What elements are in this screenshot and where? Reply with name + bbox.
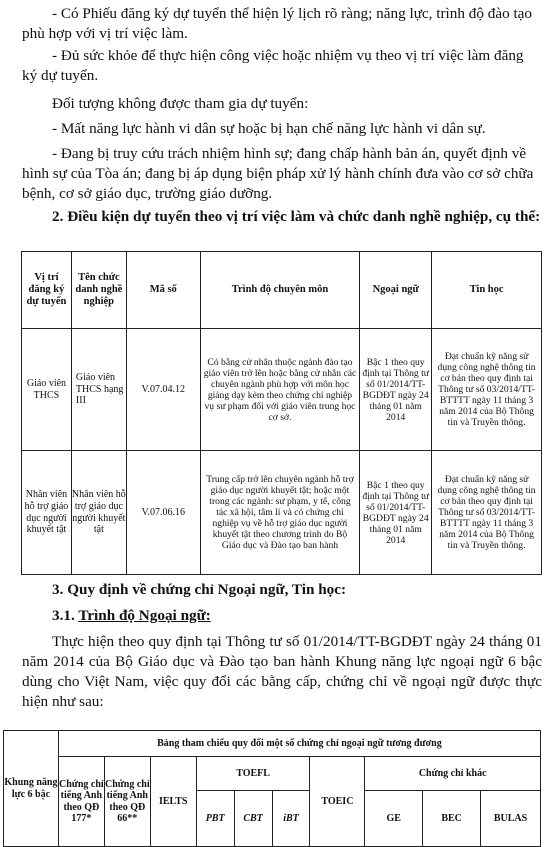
- toeic-header: TOEIC: [310, 757, 365, 847]
- header-code: Mã số: [126, 252, 200, 329]
- ge-header: GE: [365, 791, 423, 847]
- bulas-header: BULAS: [481, 791, 541, 847]
- pbt-header: PBT: [196, 791, 234, 847]
- header-title: Tên chức danh nghề nghiệp: [71, 252, 126, 329]
- framework-header: Khung năng lực 6 bậc: [4, 731, 59, 847]
- reference-table-header: Bảng tham chiếu quy đổi một số chứng chỉ ngoại ngữ tương đương: [58, 731, 540, 757]
- row-position: Giáo viên THCS: [22, 329, 72, 451]
- conditions-table: [21, 251, 542, 575]
- header-it: Tin học: [432, 252, 542, 329]
- row-position: Nhân viên hỗ trợ giáo dục người khuyết tật: [22, 451, 72, 575]
- cert-66-header: Chứng chỉ tiếng Anh theo QĐ 66**: [104, 757, 150, 847]
- header-language: Ngoại ngữ: [360, 252, 432, 329]
- row-language: Bậc 1 theo quy định tại Thông tư số 01/2014/TT-BGDĐT ngày 24 tháng 01 năm 2014: [360, 451, 432, 575]
- other-certs-header: Chứng chỉ khác: [365, 757, 541, 791]
- ibt-header: iBT: [272, 791, 310, 847]
- ineligible-item-2: - Đang bị truy cứu trách nhiệm hình sự; đang chấp hành bản án, quyết định về hình sự của Tòa án; đang bị áp dụng biện pháp xử lý hành chính đưa vào cơ sở chữa bệnh, cơ sở giáo dục, trường giáo dưỡng.: [22, 145, 534, 202]
- header-qualification: Trình độ chuyên môn: [200, 252, 360, 329]
- row-qualification: Có bằng cử nhân thuộc ngành đào tạo giáo viên trở lên hoặc bằng cử nhân các chuyên ngành phù hợp với môn học giảng dạy kèm theo chứng chỉ nghiệp vụ sư phạm đối với giáo viên trung học cơ sở.: [200, 329, 360, 451]
- table-row: [22, 451, 542, 575]
- language-equivalence-table: [3, 730, 541, 847]
- section-3-1-heading: [22, 606, 542, 626]
- ielts-header: IELTS: [150, 757, 196, 847]
- row-code: V.07.06.16: [126, 451, 200, 575]
- toefl-header: TOEFL: [196, 757, 310, 791]
- section-3-1-title: Trình độ Ngoại ngữ:: [78, 607, 211, 624]
- intro-paragraph-1: - Có Phiếu đăng ký dự tuyển thể hiện lý lịch rõ ràng; năng lực, trình độ đào tạo phù hợp với vị trí việc làm.: [22, 5, 533, 42]
- cbt-header: CBT: [234, 791, 272, 847]
- row-it: Đạt chuẩn kỹ năng sử dụng công nghệ thông tin cơ bản theo quy định tại Thông tư số 03/2014/TT-BTTTT ngày 11 tháng 3 năm 2014 của Bộ Thông tin và Truyền thông.: [432, 329, 542, 451]
- cert-177-header: Chứng chỉ tiếng Anh theo QĐ 177*: [58, 757, 104, 847]
- conditions-table-header: [22, 252, 542, 329]
- row-title: Giáo viên THCS hạng III: [71, 329, 126, 451]
- ineligible-item-1: - Mất năng lực hành vi dân sự hoặc bị hạn chế năng lực hành vi dân sự.: [52, 120, 486, 137]
- section-3-1-number: 3.1.: [52, 607, 75, 624]
- bec-header: BEC: [423, 791, 481, 847]
- header-position: Vị trí đăng ký dự tuyển: [22, 252, 72, 329]
- row-language: Bậc 1 theo quy định tại Thông tư số 01/2014/TT-BGDĐT ngày 24 tháng 01 năm 2014: [360, 329, 432, 451]
- row-title: Nhân viên hỗ trợ giáo dục người khuyết tật: [71, 451, 126, 575]
- table-row: [22, 329, 542, 451]
- row-it: Đạt chuẩn kỹ năng sử dụng công nghệ thông tin cơ bản theo quy định tại Thông tư số 03/2014/TT-BTTTT ngày 11 tháng 3 năm 2014 của Bộ Thông tin và Truyền thông.: [432, 451, 542, 575]
- row-code: V.07.04.12: [126, 329, 200, 451]
- intro-paragraph-2: - Đủ sức khỏe để thực hiện công việc hoặc nhiệm vụ theo vị trí việc làm đăng ký dự tuyển.: [22, 47, 524, 84]
- row-qualification: Trung cấp trở lên chuyên ngành hỗ trợ giáo dục người khuyết tật; hoặc một trong các ngành: sư phạm, y tế, công tác xã hội, tâm lí và có chứng chỉ nghiệp vụ về hỗ trợ giáo dục người khuyết tật theo chương trình do Bộ Giáo dục và Đào tạo ban hành: [200, 451, 360, 575]
- ineligible-heading: Đối tượng không được tham gia dự tuyển:: [52, 95, 309, 112]
- section-2-heading: 2. Điều kiện dự tuyển theo vị trí việc làm và chức danh nghề nghiệp, cụ thể:: [52, 208, 541, 225]
- section-3-1-paragraph: Thực hiện theo quy định tại Thông tư số 01/2014/TT-BGDĐT ngày 24 tháng 01 năm 2014 của Bộ Giáo dục và Đào tạo ban hành Khung năng lực ngoại ngữ 6 bậc dùng cho Việt Nam, việc quy đổi các bằng cấp, chứng chỉ về ngoại ngữ được thực hiện như sau:: [22, 633, 542, 710]
- section-3-heading: 3. Quy định về chứng chỉ Ngoại ngữ, Tin học:: [52, 581, 347, 598]
